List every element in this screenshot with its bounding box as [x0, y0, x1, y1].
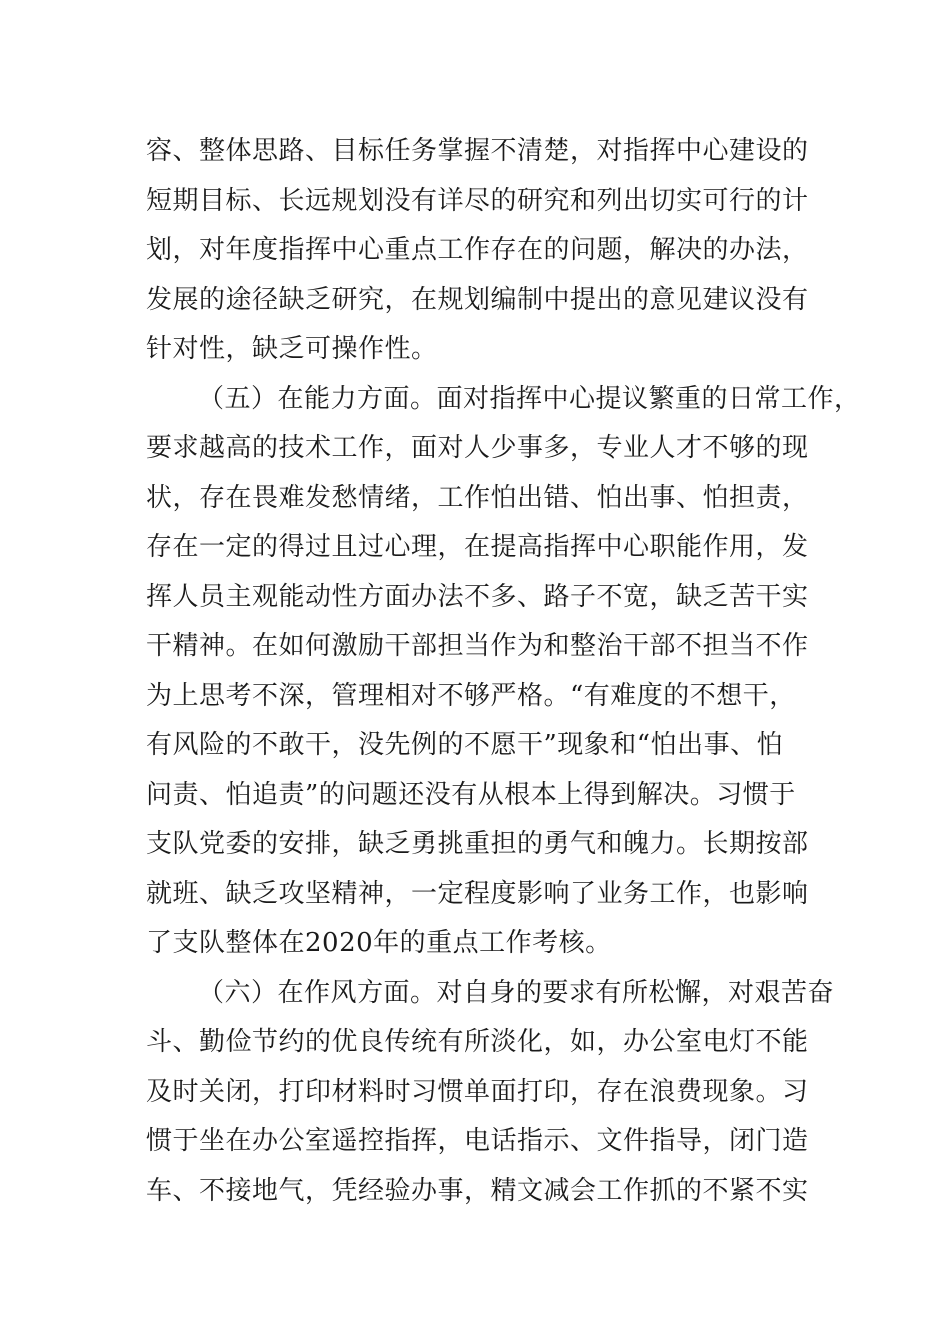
text-line: 有风险的不敢干，没先例的不愿干”现象和“怕出事、怕 [146, 730, 784, 760]
text-line: 划，对年度指挥中心重点工作存在的问题，解决的办法， [146, 235, 809, 265]
text-line: 及时关闭，打印材料时习惯单面打印，存在浪费现象。习 [146, 1076, 809, 1107]
paragraph-heading-line: （六）在作风方面。对自身的要求有所松懈，对艰苦奋 [198, 977, 835, 1008]
text-line: 容、整体思路、目标任务掌握不清楚，对指挥中心建设的 [146, 136, 809, 166]
text-line: 短期目标、长远规划没有详尽的研究和列出切实可行的计 [146, 185, 809, 216]
text-line: 发展的途径缺乏研究，在规划编制中提出的意见建议没有 [146, 284, 809, 315]
text-line: 挥人员主观能动性方面办法不多、路子不宽，缺乏苦干实 [146, 581, 809, 612]
text-line: 就班、缺乏攻坚精神，一定程度影响了业务工作，也影响 [146, 878, 809, 909]
text-line: 干精神。在如何激励干部担当作为和整治干部不担当不作 [146, 631, 809, 661]
text-line: 存在一定的得过且过心理，在提高指挥中心职能作用，发 [146, 532, 809, 562]
text-line: 斗、勤俭节约的优良传统有所淡化，如，办公室电灯不能 [146, 1027, 809, 1057]
text-line: 问责、怕追责”的问题还没有从根本上得到解决。习惯于 [146, 779, 796, 810]
text-line: 惯于坐在办公室遥控指挥，电话指示、文件指导，闭门造 [146, 1126, 809, 1156]
text-line: 支队党委的安排，缺乏勇挑重担的勇气和魄力。长期按部 [146, 829, 809, 859]
text-line: 了支队整体在2020年的重点工作考核。 [146, 928, 612, 958]
text-line: 为上思考不深，管理相对不够严格。“有难度的不想干， [146, 680, 796, 711]
paragraph-heading-line: （五）在能力方面。面对指挥中心提议繁重的日常工作， [198, 383, 861, 414]
text-line: 状，存在畏难发愁情绪，工作怕出错、怕出事、怕担责， [146, 482, 809, 513]
text-line: 针对性，缺乏可操作性。 [146, 334, 438, 364]
text-line: 要求越高的技术工作，面对人少事多，专业人才不够的现 [146, 433, 809, 463]
text-line: 车、不接地气，凭经验办事，精文减会工作抓的不紧不实 [146, 1175, 809, 1206]
document-body [146, 127, 861, 1216]
